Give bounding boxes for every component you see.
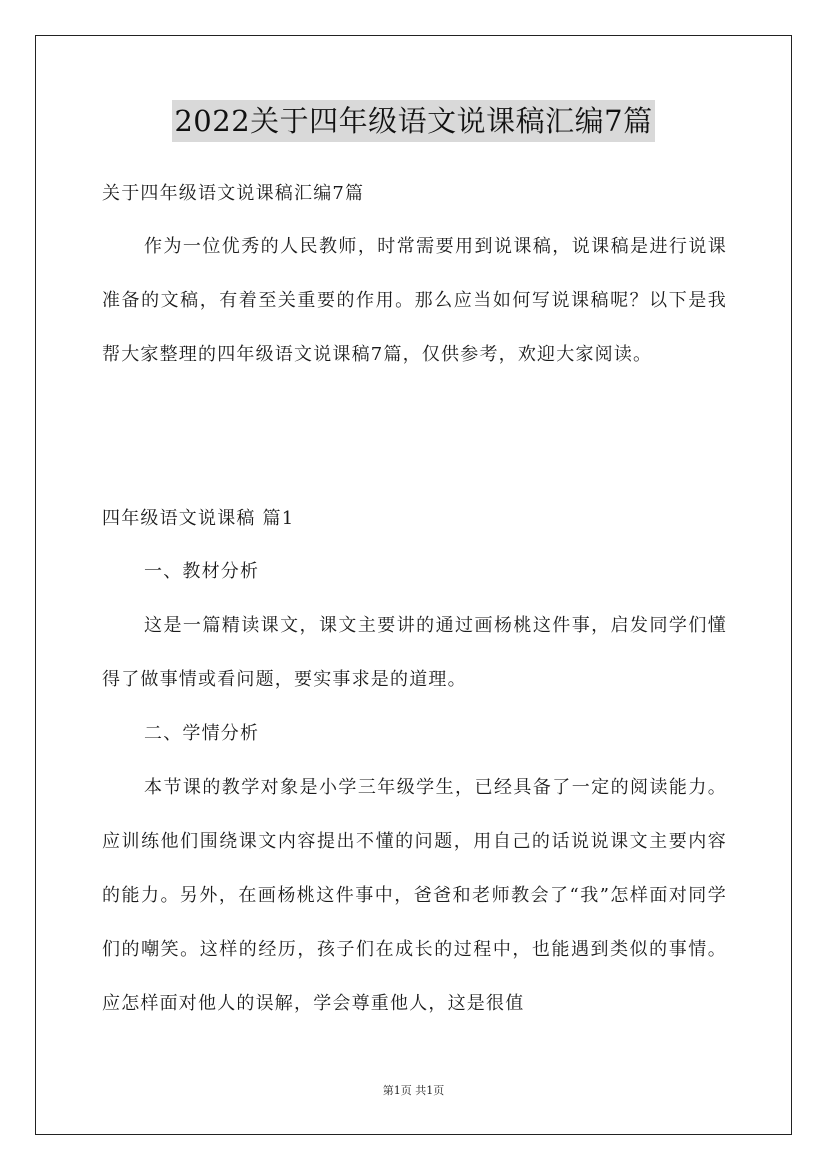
section-heading: 四年级语文说课稿 篇1 xyxy=(102,508,295,529)
title-container xyxy=(0,100,827,142)
document-title: 2022关于四年级语文说课稿汇编7篇 xyxy=(172,100,654,142)
page-number-footer: 第1页 共1页 xyxy=(382,1084,445,1097)
heading-teaching-material: 一、教材分析 xyxy=(144,561,260,582)
document-subtitle: 关于四年级语文说课稿汇编7篇 xyxy=(102,183,365,204)
intro-paragraph: 作为一位优秀的人民教师，时常需要用到说课稿，说课稿是进行说课准备的文稿，有着至关重要的作用。那么应当如何写说课稿呢？以下是我帮大家整理的四年级语文说课稿7篇，仅供参考，欢迎大家阅读。 xyxy=(102,236,727,365)
heading-student-analysis: 二、学情分析 xyxy=(144,723,260,744)
paragraph-teaching-material: 这是一篇精读课文，课文主要讲的通过画杨桃这件事，启发同学们懂得了做事情或看问题，要实事求是的道理。 xyxy=(102,615,727,690)
paragraph-student-analysis: 本节课的教学对象是小学三年级学生，已经具备了一定的阅读能力。应训练他们围绕课文内容提出不懂的问题，用自己的话说说课文主要内容的能力。另外，在画杨桃这件事中，爸爸和老师教会了“我”怎样面对同学们的嘲笑。这样的经历，孩子们在成长的过程中，也能遇到类似的事情。应怎样面对他人的误解，学会尊重他人，这是很值 xyxy=(102,777,727,1014)
